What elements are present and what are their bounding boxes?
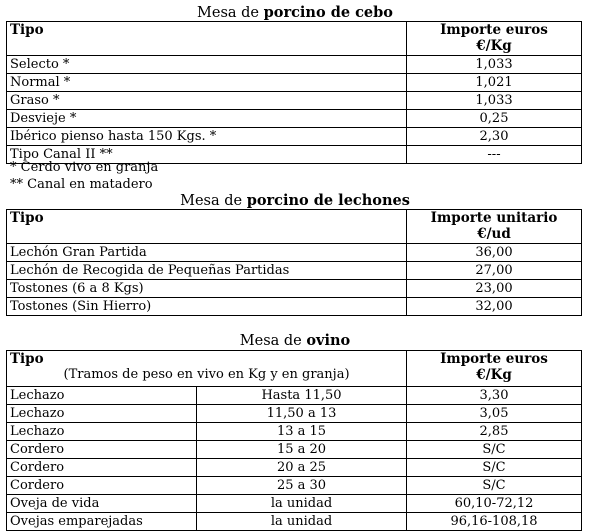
cebo-cell-tipo: Desvieje * xyxy=(7,110,407,128)
ovino-cell-tramo: 13 a 15 xyxy=(197,423,407,441)
cebo-cell-tipo: Ibérico pienso hasta 150 Kgs. * xyxy=(7,128,407,146)
cebo-header-importe xyxy=(407,22,582,56)
ovino-header-importe-line2: €/Kg xyxy=(476,367,512,383)
ovino-cell-importe: S/C xyxy=(407,459,582,477)
ovino-cell-tipo: Lechazo xyxy=(7,387,197,405)
lechones-header-importe xyxy=(407,210,582,244)
cebo-note-2: ** Canal en matadero xyxy=(10,177,153,192)
table-row xyxy=(7,405,582,423)
ovino-cell-tipo: Lechazo xyxy=(7,423,197,441)
lechones-header-row xyxy=(7,210,582,244)
lechones-cell-tipo: Tostones (Sin Hierro) xyxy=(7,298,407,316)
ovino-cell-tipo: Cordero xyxy=(7,459,197,477)
table-row xyxy=(7,459,582,477)
cebo-cell-importe: 1,021 xyxy=(407,74,582,92)
lechones-cell-tipo: Tostones (6 a 8 Kgs) xyxy=(7,280,407,298)
cebo-header-row xyxy=(7,22,582,56)
ovino-header-importe xyxy=(407,351,582,387)
ovino-cell-tipo: Cordero xyxy=(7,477,197,495)
ovino-cell-tramo: 25 a 30 xyxy=(197,477,407,495)
cebo-header-importe-line2: €/Kg xyxy=(476,38,512,54)
cebo-cell-tipo: Graso * xyxy=(7,92,407,110)
ovino-cell-importe: 3,05 xyxy=(407,405,582,423)
lechones-title-bold: porcino de lechones xyxy=(246,192,410,209)
ovino-title xyxy=(0,332,590,350)
lechones-table xyxy=(6,209,582,316)
ovino-cell-importe: 2,85 xyxy=(407,423,582,441)
ovino-header-tipo xyxy=(7,351,407,387)
ovino-cell-importe: 96,16-108,18 xyxy=(407,513,582,531)
ovino-cell-tramo: la unidad xyxy=(197,495,407,513)
table-row xyxy=(7,477,582,495)
table-row xyxy=(7,244,582,262)
cebo-note-1: * Cerdo vivo en granja xyxy=(10,160,159,175)
ovino-cell-tipo: Oveja de vida xyxy=(7,495,197,513)
ovino-table xyxy=(6,350,582,531)
ovino-cell-tramo: 20 a 25 xyxy=(197,459,407,477)
cebo-cell-importe: 0,25 xyxy=(407,110,582,128)
cebo-title-prefix: Mesa de xyxy=(197,5,260,21)
ovino-header-row xyxy=(7,351,582,387)
table-row xyxy=(7,262,582,280)
ovino-cell-tipo: Cordero xyxy=(7,441,197,459)
lechones-cell-importe: 36,00 xyxy=(407,244,582,262)
ovino-cell-tipo: Ovejas emparejadas xyxy=(7,513,197,531)
ovino-cell-tipo: Lechazo xyxy=(7,405,197,423)
table-row xyxy=(7,513,582,531)
lechones-title-prefix: Mesa de xyxy=(180,193,243,209)
ovino-title-prefix: Mesa de xyxy=(239,333,302,349)
lechones-header-importe-line1: Importe unitario xyxy=(430,210,558,226)
cebo-header-importe-line1: Importe euros xyxy=(440,22,548,38)
table-row xyxy=(7,92,582,110)
cebo-cell-tipo: Normal * xyxy=(7,74,407,92)
table-row xyxy=(7,280,582,298)
table-row xyxy=(7,128,582,146)
ovino-cell-tramo: 11,50 a 13 xyxy=(197,405,407,423)
table-row xyxy=(7,56,582,74)
ovino-cell-importe: S/C xyxy=(407,441,582,459)
table-row xyxy=(7,387,582,405)
cebo-table xyxy=(6,21,582,164)
table-row xyxy=(7,110,582,128)
lechones-header-importe-line2: €/ud xyxy=(477,226,511,242)
lechones-cell-tipo: Lechón de Recogida de Pequeñas Partidas xyxy=(7,262,407,280)
cebo-header-tipo: Tipo xyxy=(7,22,407,56)
cebo-cell-importe: 2,30 xyxy=(407,128,582,146)
lechones-cell-importe: 32,00 xyxy=(407,298,582,316)
ovino-header-sub: (Tramos de peso en vivo en Kg y en granja) xyxy=(63,367,350,382)
ovino-cell-tramo: la unidad xyxy=(197,513,407,531)
ovino-title-bold: ovino xyxy=(306,332,351,349)
lechones-cell-importe: 27,00 xyxy=(407,262,582,280)
ovino-header-importe-line1: Importe euros xyxy=(440,351,548,367)
table-row xyxy=(7,495,582,513)
lechones-cell-importe: 23,00 xyxy=(407,280,582,298)
cebo-title xyxy=(0,4,590,22)
ovino-header-tipo-label: Tipo xyxy=(10,351,44,367)
cebo-cell-importe: 1,033 xyxy=(407,56,582,74)
table-row xyxy=(7,74,582,92)
table-row xyxy=(7,423,582,441)
ovino-cell-importe: 3,30 xyxy=(407,387,582,405)
cebo-cell-tipo: Tipo Canal II ** xyxy=(7,146,407,164)
lechones-cell-tipo: Lechón Gran Partida xyxy=(7,244,407,262)
lechones-title xyxy=(0,192,590,210)
ovino-cell-importe: S/C xyxy=(407,477,582,495)
lechones-header-tipo: Tipo xyxy=(7,210,407,244)
cebo-title-bold: porcino de cebo xyxy=(263,4,393,21)
ovino-cell-tramo: 15 a 20 xyxy=(197,441,407,459)
cebo-cell-importe: --- xyxy=(407,146,582,164)
table-row xyxy=(7,298,582,316)
cebo-cell-importe: 1,033 xyxy=(407,92,582,110)
ovino-cell-tramo: Hasta 11,50 xyxy=(197,387,407,405)
ovino-cell-importe: 60,10-72,12 xyxy=(407,495,582,513)
table-row xyxy=(7,441,582,459)
cebo-cell-tipo: Selecto * xyxy=(7,56,407,74)
